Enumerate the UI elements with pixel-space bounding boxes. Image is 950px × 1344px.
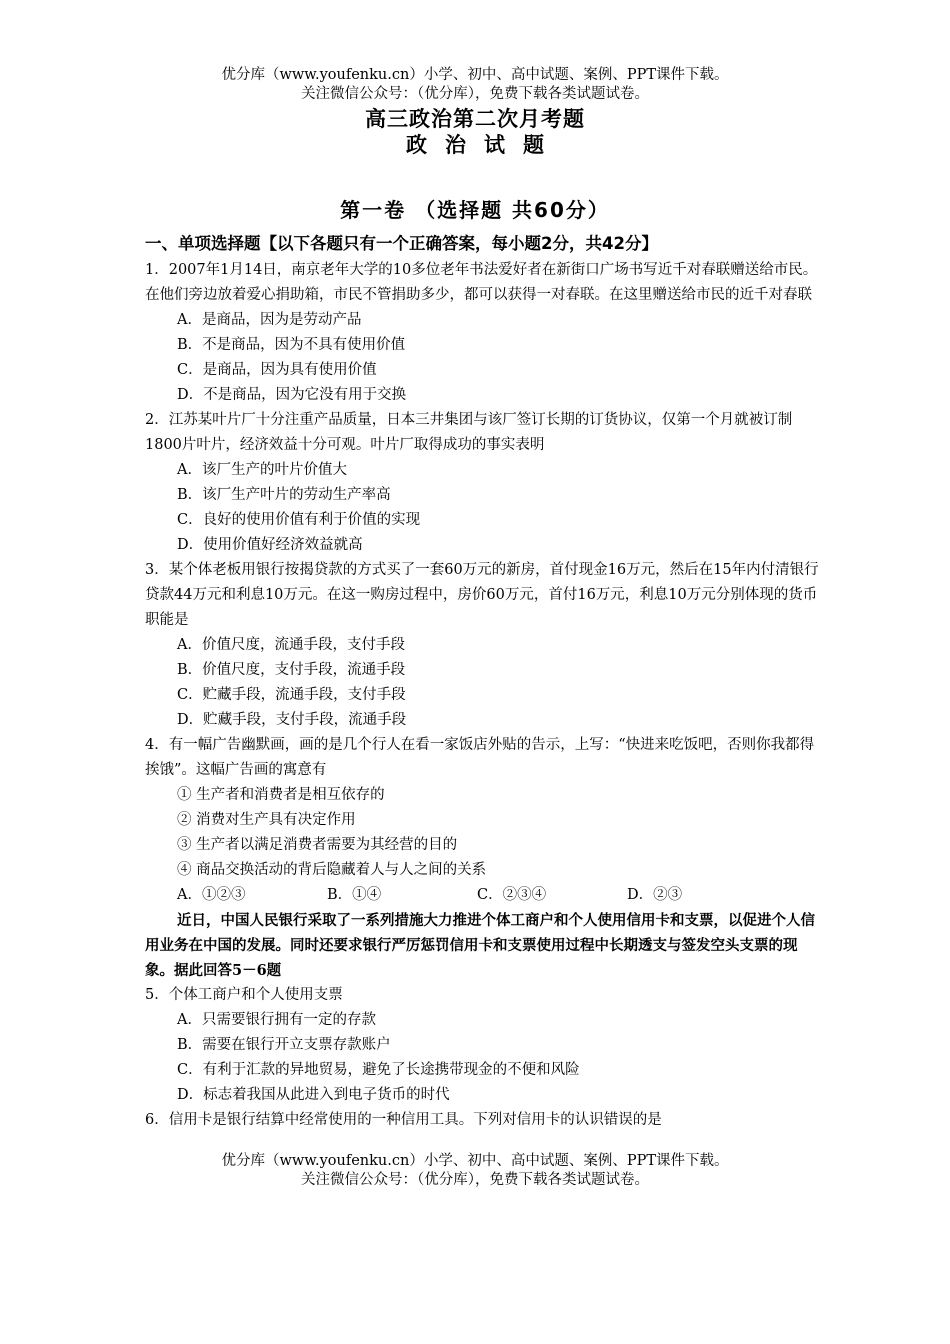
question-5-option-d: D．标志着我国从此进入到电子货币的时代	[177, 1087, 450, 1103]
question-4-option-a: A．①②③	[177, 887, 246, 903]
part-heading: 一、单项选择题【以下各题只有一个正确答案，每小题2分，共42分】	[145, 234, 658, 253]
question-6-stem: 6．信用卡是银行结算中经常使用的一种信用工具。下列对信用卡的认识错误的是	[145, 1112, 662, 1128]
material-5-6: 近日，中国人民银行采取了一系列措施大力推进个体工商户和个人使用信用卡和支票，以促进个人信用业务在中国的发展。同时还要求银行严厉惩罚信用卡和支票使用过程中长期透支与签发空头支票的现象。据此回答5－6题	[145, 912, 815, 979]
question-2-option-c: C．良好的使用价值有利于价值的实现	[177, 512, 421, 528]
question-1-option-b: B．不是商品，因为不具有使用价值	[177, 337, 406, 353]
question-2-option-a: A．该厂生产的叶片价值大	[177, 462, 347, 478]
question-1-stem: 1．2007年1月14日，南京老年大学的10多位老年书法爱好者在新街口广场书写近千对春联赠送给市民。在他们旁边放着爱心捐助箱，市民不管捐助多少，都可以获得一对春联。在这里赠送给市民的近千对春联	[145, 262, 818, 303]
question-3-option-c: C．贮藏手段，流通手段，支付手段	[177, 687, 406, 703]
header-ad-line-2: 关注微信公众号：（优分库），免费下载各类试题试卷。	[301, 86, 649, 102]
question-2-option-d: D．使用价值好经济效益就高	[177, 537, 363, 553]
question-3-option-d: D．贮藏手段，支付手段，流通手段	[177, 712, 407, 728]
header-ad-line-1: 优分库（www.youfenku.cn）小学、初中、高中试题、案例、PPT课件下载。	[221, 67, 729, 83]
question-5-option-c: C．有利于汇款的异地贸易，避免了长途携带现金的不便和风险	[177, 1062, 580, 1078]
question-4-item-4: ④ 商品交换活动的背后隐藏着人与人之间的关系	[177, 862, 487, 878]
question-1-option-c: C．是商品，因为具有使用价值	[177, 362, 377, 378]
question-body	[145, 230, 825, 1133]
question-2-stem: 2．江苏某叶片厂十分注重产品质量，日本三井集团与该厂签订长期的订货协议，仅第一个月就被订制1800片叶片，经济效益十分可观。叶片厂取得成功的事实表明	[145, 412, 793, 453]
question-4-item-3: ③ 生产者以满足消费者需要为其经营的目的	[177, 837, 458, 853]
question-4-options	[145, 883, 825, 908]
question-3-option-a: A．价值尺度，流通手段，支付手段	[177, 637, 405, 653]
question-5-option-b: B．需要在银行开立支票存款账户	[177, 1037, 391, 1053]
question-3-stem: 3．某个体老板用银行按揭贷款的方式买了一套60万元的新房，首付现金16万元，然后在15年内付清银行贷款44万元和利息10万元。在这一购房过程中，房价60万元，首付16万元，利息10万元分别体现的货币职能是	[145, 562, 819, 628]
question-4-option-d: D．②③	[627, 887, 683, 903]
question-3-option-b: B．价值尺度，支付手段，流通手段	[177, 662, 406, 678]
footer-ad-line-1: 优分库（www.youfenku.cn）小学、初中、高中试题、案例、PPT课件下载。	[221, 1153, 729, 1169]
question-4-option-b: B．①④	[327, 887, 382, 903]
exam-subtitle: 政治试题	[406, 133, 562, 157]
question-1-option-a: A．是商品，因为是劳动产品	[177, 312, 362, 328]
question-4-option-c: C．②③④	[477, 887, 547, 903]
question-4-item-1: ① 生产者和消费者是相互依存的	[177, 787, 385, 803]
question-4-stem: 4．有一幅广告幽默画，画的是几个行人在看一家饭店外贴的告示，上写：“快进来吃饭吧，否则你我都得挨饿”。这幅广告画的寓意有	[145, 737, 815, 778]
question-2-option-b: B．该厂生产叶片的劳动生产率高	[177, 487, 391, 503]
question-5-stem: 5．个体工商户和个人使用支票	[145, 987, 343, 1003]
question-1-option-d: D．不是商品，因为它没有用于交换	[177, 387, 407, 403]
footer	[0, 1152, 950, 1190]
footer-ad-line-2: 关注微信公众号：（优分库），免费下载各类试题试卷。	[301, 1172, 649, 1188]
section-title: 第一卷 （选择题 共60分）	[340, 198, 610, 222]
question-4-item-2: ② 消费对生产具有决定作用	[177, 812, 356, 828]
question-5-option-a: A．只需要银行拥有一定的存款	[177, 1012, 376, 1028]
exam-title: 高三政治第二次月考题	[365, 107, 585, 131]
